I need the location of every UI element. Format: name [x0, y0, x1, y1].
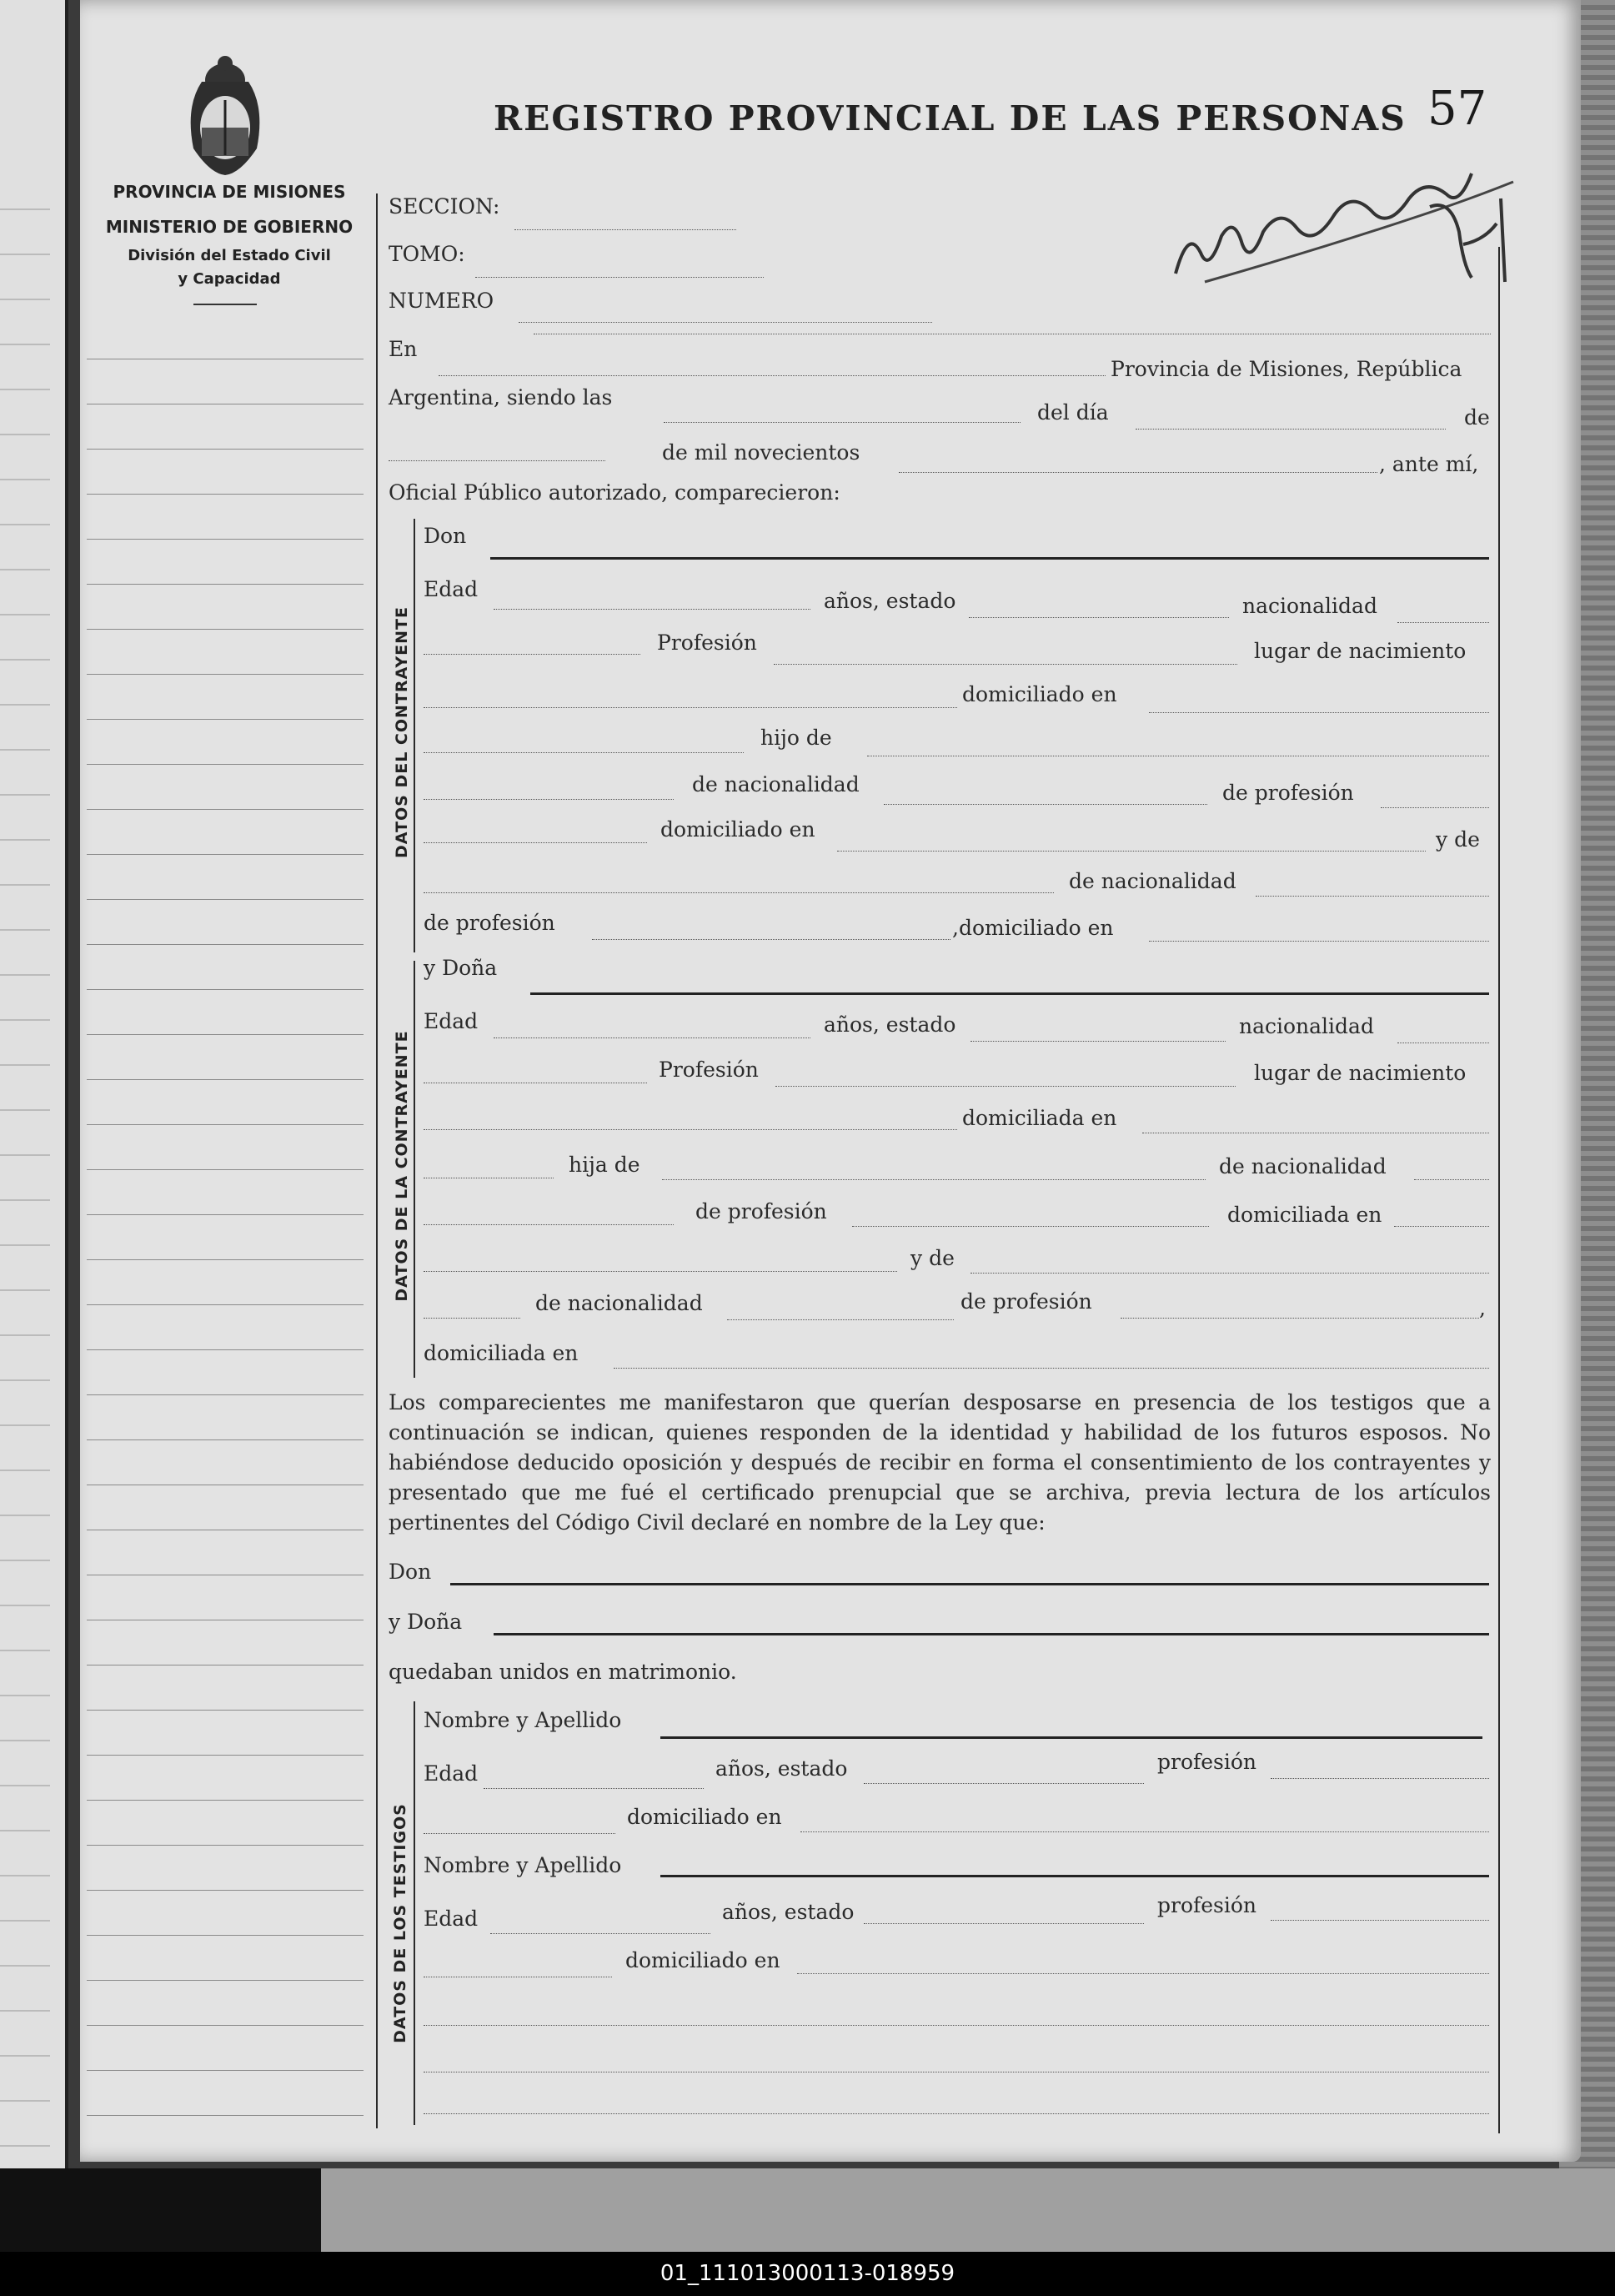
witness1-edad-label: Edad [424, 1761, 479, 1786]
previous-page-line [0, 1379, 50, 1381]
witness2-profesion-field[interactable] [1271, 1920, 1489, 1921]
groom-y-de-label: y de [1436, 827, 1480, 852]
groom-father-domicilio-field[interactable] [837, 851, 1426, 852]
provincia-text: Provincia de Misiones, República [1111, 357, 1462, 381]
witness2-domicilio-field[interactable] [797, 1973, 1489, 1974]
previous-page-line [0, 344, 50, 345]
previous-page-line [0, 1695, 50, 1696]
previous-page-line [0, 479, 50, 480]
groom-father-nacionalidad-label: de nacionalidad [692, 772, 860, 796]
mil-text: de mil novecientos [662, 440, 860, 465]
tomo-field[interactable] [475, 277, 764, 278]
previous-page-line [0, 389, 50, 390]
previous-page-line [0, 929, 50, 931]
previous-page-line [0, 1064, 50, 1066]
ante-text: , ante mí, [1379, 452, 1479, 476]
margin-line [87, 1079, 364, 1080]
previous-page-line [0, 2100, 50, 2102]
previous-page-line [0, 1965, 50, 1967]
groom-father-nacionalidad-field[interactable] [884, 804, 1207, 805]
image-id-footer: 01_111013000113-018959 [0, 2252, 1615, 2296]
bride-y-de-label: y de [910, 1246, 955, 1270]
bride-profesion-label: Profesión [659, 1058, 759, 1082]
witnesses-section-bar [414, 1701, 415, 2125]
page-title: REGISTRO PROVINCIAL DE LAS PERSONAS [494, 98, 1407, 138]
margin-line [87, 2115, 364, 2116]
margin-line [87, 1800, 364, 1801]
numero-label: NUMERO [389, 289, 494, 313]
bride-father-domicilio-field-cont[interactable] [424, 1271, 897, 1272]
witness2-nombre-label: Nombre y Apellido [424, 1853, 622, 1877]
bride-name-field[interactable] [530, 992, 1489, 995]
witness1-nombre-label: Nombre y Apellido [424, 1708, 622, 1732]
scan-bottom-shadow [0, 2168, 321, 2252]
margin-line [87, 1304, 364, 1305]
bride-mother-nacionalidad-label: de nacionalidad [535, 1291, 703, 1315]
mes-field[interactable] [389, 460, 605, 461]
groom-mother-domicilio-field[interactable] [1149, 941, 1489, 942]
groom-mother-nacionalidad-label: de nacionalidad [1069, 869, 1236, 893]
bride-hija-de-label: hija de [569, 1153, 640, 1177]
groom-section-bar [414, 519, 415, 952]
previous-page-line [0, 704, 50, 706]
previous-page-line [0, 974, 50, 976]
previous-page-line [0, 208, 50, 210]
previous-page-edge [0, 0, 68, 2168]
margin-line [87, 989, 364, 990]
bride-mother-profesion-field[interactable] [1121, 1318, 1479, 1319]
witness1-profesion-field-cont[interactable] [424, 1833, 615, 1834]
margin-line [87, 1890, 364, 1891]
quedaban-text: quedaban unidos en matrimonio. [389, 1660, 737, 1684]
groom-nacionalidad-field[interactable] [1397, 622, 1489, 623]
previous-page-line [0, 254, 50, 255]
groom-hijo-de-label: hijo de [760, 726, 832, 750]
groom-profesion-label: Profesión [657, 631, 757, 655]
de-label: de [1464, 405, 1490, 430]
groom-mother-nacionalidad-field[interactable] [1256, 896, 1489, 897]
groom-nacionalidad-label: nacionalidad [1242, 594, 1377, 618]
groom-lugar-nac-field[interactable] [424, 707, 957, 708]
groom-lugar-nac-label: lugar de nacimiento [1254, 639, 1467, 663]
previous-page-line [0, 2010, 50, 2012]
bride-profesion-field[interactable] [775, 1086, 1236, 1087]
witness-extra-line[interactable] [424, 2025, 1489, 2026]
numero-field[interactable] [519, 322, 932, 323]
witness2-edad-label: Edad [424, 1907, 479, 1931]
margin-line [87, 809, 364, 810]
groom-father-profesion-field[interactable] [1381, 807, 1489, 808]
org-division: División del Estado Civil [128, 247, 331, 264]
margin-line [87, 1935, 364, 1936]
margin-line [87, 1845, 364, 1846]
declaration-dona-label: y Doña [389, 1610, 463, 1634]
groom-estado-field[interactable] [969, 617, 1229, 618]
bride-comma: , [1479, 1296, 1486, 1320]
margin-line [87, 2070, 364, 2071]
groom-mother-profesion-field[interactable] [592, 939, 950, 940]
bride-section-bar [414, 961, 415, 1378]
groom-domicilio-field[interactable] [1149, 712, 1489, 713]
witness-extra-line[interactable] [424, 2113, 1489, 2114]
groom-domiciliado-label: domiciliado en [962, 682, 1117, 706]
previous-page-line [0, 794, 50, 796]
bride-father-profesion-field[interactable] [852, 1226, 1209, 1227]
witness1-domiciliado-label: domiciliado en [627, 1805, 782, 1829]
witness1-edad-field[interactable] [484, 1788, 704, 1789]
bride-mother-field-cont[interactable] [424, 1318, 520, 1319]
previous-page-line [0, 1515, 50, 1516]
margin-line [87, 674, 364, 675]
previous-page-line [0, 569, 50, 570]
bride-father-domiciliada-label: domiciliada en [1227, 1203, 1382, 1227]
margin-line [87, 1980, 364, 1981]
witness2-estado-field[interactable] [864, 1923, 1144, 1924]
bride-mother-nacionalidad-field[interactable] [727, 1319, 954, 1320]
bride-father-nacionalidad-field-cont[interactable] [424, 1224, 674, 1225]
groom-domicilio-field-cont[interactable] [424, 752, 744, 753]
previous-page-line [0, 434, 50, 435]
previous-page-line [0, 1244, 50, 1246]
previous-page-line [0, 2145, 50, 2147]
seccion-field[interactable] [514, 229, 736, 230]
margin-line [87, 584, 364, 585]
previous-page-line [0, 614, 50, 615]
margin-line [87, 1710, 364, 1711]
previous-page-line [0, 1785, 50, 1786]
previous-page-line [0, 1875, 50, 1876]
bride-mother-field[interactable] [971, 1273, 1489, 1274]
org-capacity: y Capacidad [178, 270, 281, 288]
bride-dona-label: y Doña [424, 956, 498, 980]
bride-nacionalidad-field[interactable] [1397, 1042, 1489, 1043]
margin-line [87, 2025, 364, 2026]
org-underline [193, 304, 257, 305]
groom-nacionalidad-field-cont[interactable] [424, 654, 640, 655]
groom-father-profesion-label: de profesión [1222, 781, 1354, 805]
margin-line [87, 629, 364, 630]
groom-profesion-field[interactable] [774, 664, 1237, 665]
witness2-anos-estado-label: años, estado [722, 1900, 855, 1924]
margin-line [87, 764, 364, 765]
org-province: PROVINCIA DE MISIONES [113, 182, 346, 202]
margin-line [87, 1349, 364, 1350]
bride-edad-field[interactable] [494, 1037, 810, 1038]
witness2-nombre-field[interactable] [660, 1875, 1489, 1877]
margin-line [87, 494, 364, 495]
previous-page-line [0, 1334, 50, 1336]
witness1-domicilio-field[interactable] [800, 1831, 1489, 1832]
previous-page-line [0, 1650, 50, 1651]
hora-field[interactable] [664, 422, 1021, 423]
bride-lugar-nac-label: lugar de nacimiento [1254, 1061, 1467, 1085]
margin-line [87, 449, 364, 450]
bride-mother-domiciliada-label: domiciliada en [424, 1341, 579, 1365]
declaration-husband-field[interactable] [450, 1583, 1489, 1585]
declaration-wife-field[interactable] [494, 1633, 1489, 1635]
declaration-paragraph: Los comparecientes me manifestaron que querían desposarse en presencia de los testigos que a continuación se indican, quienes responden de la identidad y habilidad de los futuros esposos. No habiéndose deducido oposición y después de recibir en forma el consentimiento de los contrayentes y presentado que me fué el certificado prenupcial que se archiva, previa lectura de los artículos pertinentes del Código Civil declaré en nombre de la Ley que: [389, 1390, 1491, 1535]
bride-edad-label: Edad [424, 1009, 479, 1033]
groom-anos-estado-label: años, estado [824, 589, 956, 613]
margin-line [87, 1169, 364, 1170]
org-ministry: MINISTERIO DE GOBIERNO [105, 217, 354, 237]
bride-mother-profesion-label: de profesión [960, 1289, 1092, 1314]
groom-mother-field[interactable] [424, 892, 1054, 893]
anio-field[interactable] [899, 472, 1377, 473]
del-dia-label: del día [1037, 400, 1109, 425]
previous-page-line [0, 1289, 50, 1291]
en-field[interactable] [439, 375, 1106, 376]
bride-father-domicilio-field[interactable] [1394, 1226, 1489, 1227]
previous-page-line [0, 1920, 50, 1922]
en-label: En [389, 337, 418, 361]
tomo-label: TOMO: [389, 242, 465, 266]
margin-line [87, 1034, 364, 1035]
previous-page-line [0, 1019, 50, 1021]
previous-page-line [0, 1740, 50, 1741]
groom-father-profesion-field-cont[interactable] [424, 842, 647, 843]
bride-estado-field[interactable] [971, 1041, 1226, 1042]
groom-mother-domiciliado-label: ,domiciliado en [952, 916, 1114, 940]
form-right-border [1498, 247, 1500, 2133]
previous-page-line [0, 884, 50, 886]
margin-line [87, 1259, 364, 1260]
witness1-nombre-field[interactable] [660, 1736, 1482, 1739]
previous-page-line [0, 1830, 50, 1831]
form-left-border [376, 193, 378, 2128]
bride-father-nacionalidad-field[interactable] [1414, 1179, 1489, 1180]
witness2-edad-field[interactable] [490, 1933, 710, 1934]
witness1-profesion-label: profesión [1157, 1750, 1257, 1774]
groom-name-field[interactable] [490, 557, 1489, 560]
previous-page-line [0, 1560, 50, 1561]
margin-line [87, 1214, 364, 1215]
bride-father-field[interactable] [662, 1179, 1206, 1180]
bride-domiciliada-label: domiciliada en [962, 1106, 1117, 1130]
scanned-book-spread: PROVINCIA DE MISIONES MINISTERIO DE GOBIERNO División del Estado Civil y Capacidad REGISTRO PROVINCIAL DE LAS PERSONAS 57 SECCION: TOMO: NUMERO En Provincia de Misiones, República Argentina, siendo las del día de de mil novecientos , ante mí, Oficial Público autorizado, comparecieron: DATOS DEL CONTRAYENTE Don Edad años, estado nacionalidad Profesión lugar de nacimiento domiciliado en hijo de de nacionalidad de profesión domiciliado en y de de nacionalidad de profesión ,domiciliado en DATOS DE LA CONTRAYENTE y Doña Edad años, estado nacionalidad Profesión lugar de nacimiento domiciliada en hija de de nacionalidad de profesión domiciliada en y de de nacionalidad de profesión , domiciliada en Los comparecientes me manifestaron que querían desposarse en presencia de los testigos que a continuación se indican, quienes responden de la identidad y habilidad de los futuros esposos. No habiéndose deducido oposición y después de recibir en forma el consentimiento de los contrayentes y presentado que me fué el certificado prenupcial que se archiva, previa lectura de los artículos pertinentes del Código Civil declaré en nombre de la Ley que: Don y Doña quedaban unidos en matrimonio. DATOS DE LOS TESTIGOS Nombre y Apellido Edad años, estado profesión domiciliado en Nombre y Apellido Edad años, estado profesión domiciliado en [0, 0, 1615, 2252]
declaration-don-label: Don [389, 1560, 432, 1584]
witness2-domiciliado-label: domiciliado en [625, 1948, 780, 1972]
previous-page-line [0, 1154, 50, 1156]
margin-line [87, 539, 364, 540]
witness2-profesion-label: profesión [1157, 1893, 1257, 1917]
margin-line [87, 944, 364, 945]
seccion-label: SECCION: [389, 194, 500, 219]
groom-mother-profesion-label: de profesión [424, 911, 555, 935]
previous-page-line [0, 1199, 50, 1201]
bride-mother-domicilio-field[interactable] [614, 1368, 1489, 1369]
argentina-text: Argentina, siendo las [389, 385, 613, 409]
margin-line [87, 719, 364, 720]
previous-page-line [0, 749, 50, 751]
groom-father-field-cont[interactable] [424, 799, 674, 800]
bride-nacionalidad-label: nacionalidad [1239, 1014, 1374, 1038]
margin-line [87, 1755, 364, 1756]
groom-edad-label: Edad [424, 577, 479, 601]
previous-page-line [0, 2055, 50, 2057]
witness1-anos-estado-label: años, estado [715, 1756, 848, 1781]
witness1-estado-field[interactable] [864, 1783, 1144, 1784]
previous-page-line [0, 1470, 50, 1471]
margin-line [87, 854, 364, 855]
bride-anos-estado-label: años, estado [824, 1012, 956, 1037]
groom-edad-field[interactable] [494, 609, 810, 610]
groom-father-domiciliado-label: domiciliado en [660, 817, 815, 842]
page-number: 57 [1427, 82, 1487, 136]
previous-page-line [0, 1605, 50, 1606]
previous-page-line [0, 839, 50, 841]
dia-field[interactable] [1136, 429, 1446, 430]
previous-page-line [0, 524, 50, 525]
margin-line [87, 1394, 364, 1395]
margin-line [87, 1124, 364, 1125]
previous-page-line [0, 299, 50, 300]
margin-line [87, 899, 364, 900]
handwritten-signature [1171, 148, 1522, 307]
margin-line [87, 1439, 364, 1440]
coat-of-arms-icon [177, 48, 273, 182]
previous-page-line [0, 1109, 50, 1111]
bride-lugar-nac-field[interactable] [424, 1129, 957, 1130]
bride-father-nacionalidad-label: de nacionalidad [1219, 1154, 1387, 1178]
previous-page-line [0, 659, 50, 661]
previous-page-line [0, 1424, 50, 1426]
witness1-profesion-field[interactable] [1271, 1778, 1489, 1779]
bride-father-profesion-label: de profesión [695, 1199, 827, 1223]
oficial-text: Oficial Público autorizado, comparecieron: [389, 480, 840, 505]
groom-don-label: Don [424, 524, 467, 548]
